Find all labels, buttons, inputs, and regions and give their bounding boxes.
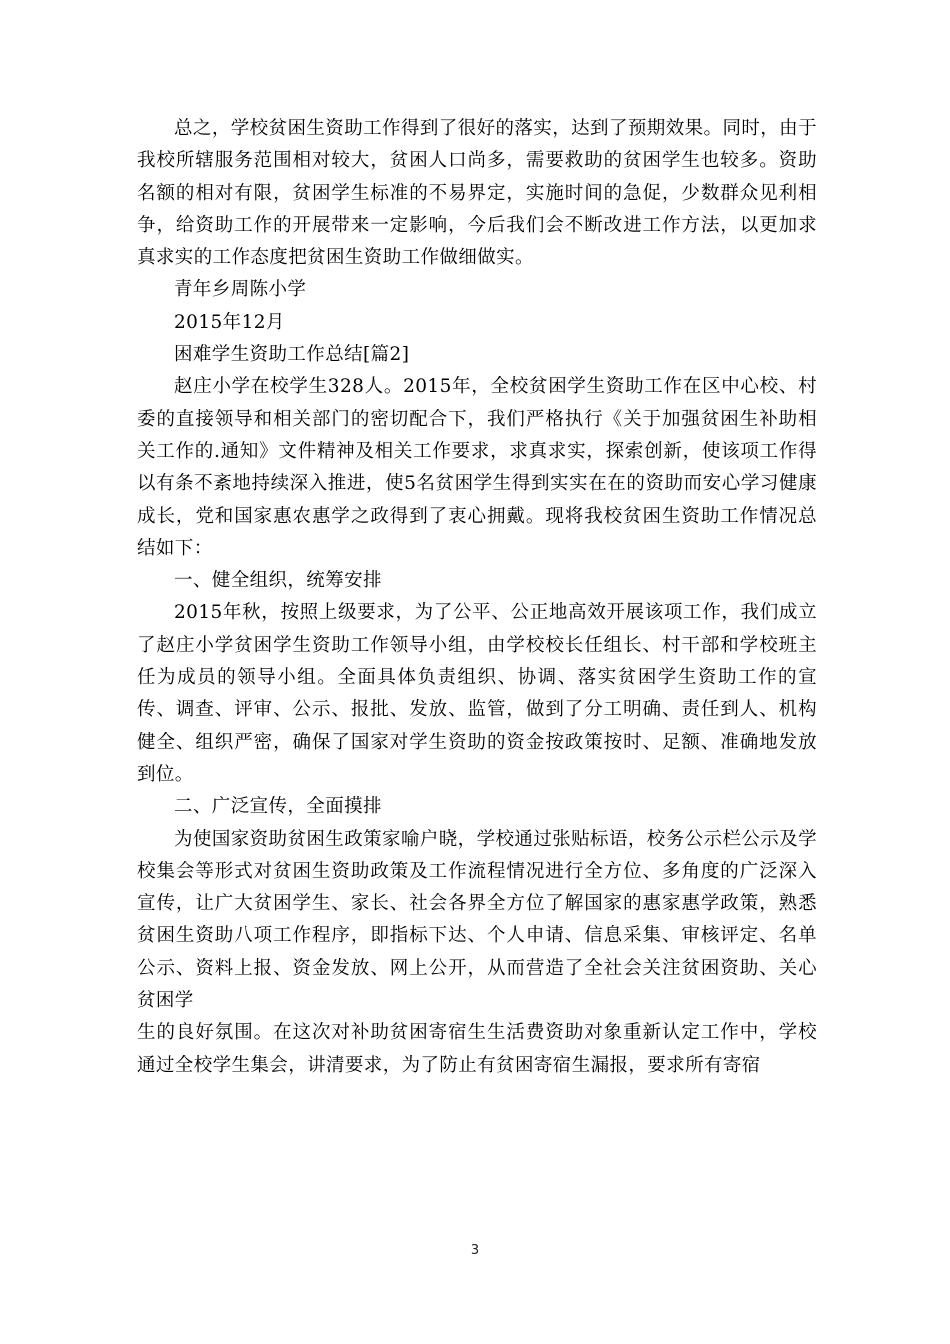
document-body — [137, 113, 817, 1082]
paragraph-summary: 总之，学校贫困生资助工作得到了很好的落实，达到了预期效果。同时，由于我校所辖服务范围相对较大，贫困人口尚多，需要救助的贫困学生也较多。资助名额的相对有限，贫困学生标准的不易界定，实施时间的急促，少数群众见利相争，给资助工作的开展带来一定影响，今后我们会不断改进工作方法，以更加求真求实的工作态度把贫困生资助工作做细做实。 — [137, 118, 817, 269]
heading-organization: 一、健全组织，统筹安排 — [174, 570, 382, 592]
section-title: 困难学生资助工作总结[篇2] — [174, 344, 410, 366]
signature-school: 青年乡周陈小学 — [174, 279, 307, 301]
page-number: 3 — [470, 1243, 480, 1258]
heading-publicity: 二、广泛宣传，全面摸排 — [174, 796, 382, 818]
paragraph-publicity: 为使国家资助贫困生政策家喻户晓，学校通过张贴标语，校务公示栏公示及学校集会等形式对贫困生资助政策及工作流程情况进行全方位、多角度的广泛深入宣传，让广大贫困学生、家长、社会各界全方位了解国家的惠家惠学政策，熟悉贫困生资助八项工作程序，即指标下达、个人申请、信息采集、审核评定、名单公示、资料上报、资金发放、网上公开，从而营造了全社会关注贫困资助、关心贫困学 — [137, 828, 817, 1012]
signature-date: 2015年12月 — [174, 311, 285, 333]
paragraph-intro: 赵庄小学在校学生328人。2015年，全校贫困学生资助工作在区中心校、村委的直接领导和相关部门的密切配合下，我们严格执行《关于加强贫困生补助相关工作的.通知》文件精神及相关工作要求，求真求实，探索创新，使该项工作得以有条不紊地持续深入推进，使5名贫困学生得到实实在在的资助而安心学习健康成长，党和国家惠农惠学之政得到了衷心拥戴。现将我校贫困生资助工作情况总结如下： — [137, 376, 817, 559]
paragraph-continuation: 生的良好氛围。在这次对补助贫困寄宿生生活费资助对象重新认定工作中，学校通过全校学生集会，讲清要求，为了防止有贫困寄宿生漏报，要求所有寄宿 — [137, 1022, 817, 1076]
paragraph-organization: 2015年秋，按照上级要求，为了公平、公正地高效开展该项工作，我们成立了赵庄小学贫困学生资助工作领导小组，由学校校长任组长、村干部和学校班主任为成员的领导小组。全面具体负责组织、协调、落实贫困学生资助工作的宣传、调查、评审、公示、报批、发放、监管，做到了分工明确、责任到人、机构健全、组织严密，确保了国家对学生资助的资金按政策按时、足额、准确地发放到位。 — [137, 602, 817, 785]
